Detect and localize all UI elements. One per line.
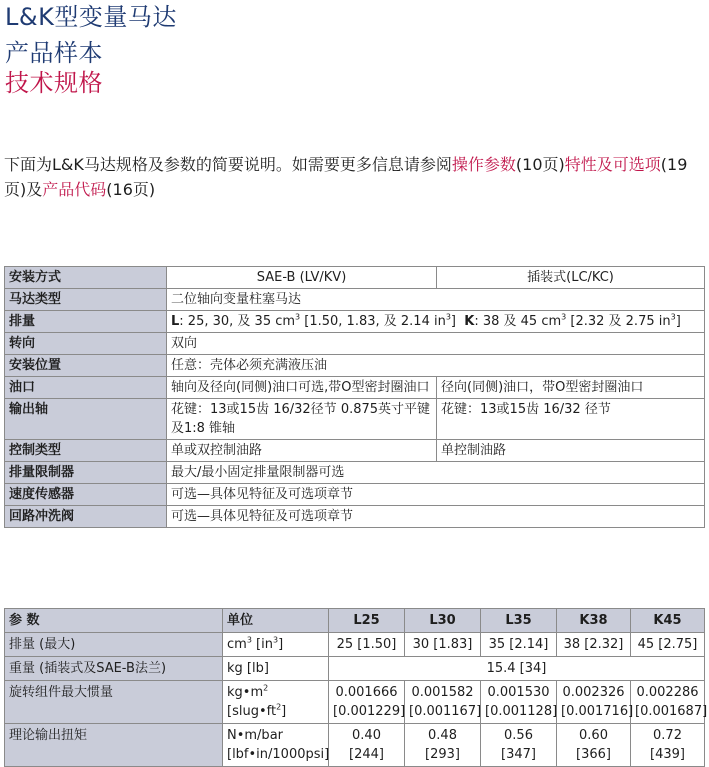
table-cell: 25 [1.50] [329, 633, 405, 657]
label-ports: 油口 [5, 377, 167, 399]
ports-sae-b: 轴向及径向(同侧)油口可选,带O型密封圈油口 [167, 377, 437, 399]
mount-sae-b: SAE-B (LV/KV) [167, 267, 437, 289]
table-cell [631, 724, 705, 767]
table-header-row [5, 609, 705, 633]
title-section: 技术规格 [5, 69, 103, 97]
header-l35: L35 [481, 609, 557, 633]
table-cell [329, 724, 405, 767]
unit-part: ] [281, 704, 287, 719]
table-row [5, 484, 705, 506]
value-us: [366] [576, 747, 611, 762]
install-position-value: 任意：壳体必须充满液压油 [167, 355, 705, 377]
shaft-cartridge: 花键：13或15齿 16/32 径节 [437, 399, 705, 440]
value-us: [439] [650, 747, 685, 762]
table-row [5, 657, 705, 681]
table-cell [481, 724, 557, 767]
disp-l-in: [1.50, 1.83, 及 2.14 in [300, 314, 446, 329]
intro-text-1: 下面为L&K马达规格及参数的简要说明。如需要更多信息请参阅 [4, 155, 452, 174]
label-install-position: 安装位置 [5, 355, 167, 377]
table-cell [557, 724, 631, 767]
value-si: 0.48 [428, 728, 457, 743]
title-catalog: 产品样本 [5, 39, 103, 67]
header-parameter: 参 数 [5, 609, 223, 633]
param-weight-label: 重量 (插装式及SAE-B法兰) [5, 657, 223, 681]
table-row [5, 440, 705, 462]
disp-k-val: : 38 及 45 cm [474, 314, 562, 329]
disp-l-val: : 25, 30, 及 35 cm [179, 314, 296, 329]
disp-k-in: [2.32 及 2.75 in [566, 314, 671, 329]
value-us: [0.001716] [561, 704, 634, 719]
table-cell: 30 [1.83] [405, 633, 481, 657]
header-l30: L30 [405, 609, 481, 633]
param-weight-value: 15.4 [34] [329, 657, 705, 681]
motor-type-value: 二位轴向变量柱塞马达 [167, 289, 705, 311]
value-us: [0.001687] [635, 704, 708, 719]
table-row [5, 333, 705, 355]
param-torque-unit [223, 724, 329, 767]
table-row [5, 311, 705, 333]
table-row [5, 355, 705, 377]
value-si: 0.002326 [562, 685, 625, 700]
value-si: 0.001666 [335, 685, 398, 700]
value-si: 0.72 [653, 728, 682, 743]
value-si: 0.40 [352, 728, 381, 743]
table-row [5, 462, 705, 484]
limiter-value: 最大/最小固定排量限制器可选 [167, 462, 705, 484]
unit-sup: 3 [272, 635, 279, 645]
disp-k-end: ] [675, 314, 681, 329]
value-si: 0.60 [579, 728, 608, 743]
disp-l-end: ] [450, 314, 456, 329]
table-cell [405, 724, 481, 767]
label-loop-flushing: 回路冲洗阀 [5, 506, 167, 528]
table-row [5, 681, 705, 724]
intro-text-2: (10页) [515, 155, 565, 174]
spec-table [4, 266, 705, 528]
title-product: L&K型变量马达 [5, 3, 177, 31]
intro-paragraph [4, 152, 704, 202]
parameter-table [4, 608, 708, 767]
disp-l-in-sup: 3 [445, 312, 451, 322]
table-row [5, 377, 705, 399]
table-cell [329, 681, 405, 724]
value-us: [347] [501, 747, 536, 762]
value-us: [244] [349, 747, 384, 762]
table-cell [481, 681, 557, 724]
unit-part: cm [227, 637, 247, 652]
loop-flushing-value: 可选—具体见特征及可选项章节 [167, 506, 705, 528]
table-cell: 35 [2.14] [481, 633, 557, 657]
table-cell [631, 681, 708, 724]
control-cartridge: 单控制油路 [437, 440, 705, 462]
unit-sup: 3 [246, 635, 252, 645]
speed-sensor-value: 可选—具体见特征及可选项章节 [167, 484, 705, 506]
param-weight-unit: kg [lb] [223, 657, 329, 681]
displacement-value [167, 311, 705, 333]
label-control-type: 控制类型 [5, 440, 167, 462]
mount-cartridge: 插装式(LC/KC) [437, 267, 705, 289]
table-cell [405, 681, 481, 724]
unit-sup: 2 [276, 702, 282, 712]
link-model-code[interactable]: 产品代码 [42, 180, 107, 199]
value-us: [0.001167] [409, 704, 482, 719]
param-torque-label: 理论输出扭矩 [5, 724, 223, 767]
table-cell [557, 681, 634, 724]
unit-part: kg•m [227, 685, 264, 700]
param-displacement-unit [223, 633, 329, 657]
disp-l-sup: 3 [295, 312, 301, 322]
value-si: 0.002286 [636, 685, 699, 700]
unit-part: [in [251, 637, 273, 652]
unit-sup: 2 [263, 683, 269, 693]
table-cell: 38 [2.32] [557, 633, 631, 657]
control-sae-b: 单或双控制油路 [167, 440, 437, 462]
disp-k-sup: 3 [561, 312, 567, 322]
value-us: [0.001229] [333, 704, 406, 719]
header-k38: K38 [557, 609, 631, 633]
value-si: 0.001582 [411, 685, 474, 700]
intro-text-3: (19页)及 [4, 155, 688, 199]
unit-part: [slug•ft [227, 704, 277, 719]
value-us: [0.001128] [485, 704, 558, 719]
param-inertia-label: 旋转组件最大惯量 [5, 681, 223, 724]
label-displacement-limiter: 排量限制器 [5, 462, 167, 484]
intro-text-4: (16页) [106, 180, 156, 199]
table-row [5, 399, 705, 440]
disp-k-in-sup: 3 [670, 312, 676, 322]
param-displacement-label: 排量 (最大) [5, 633, 223, 657]
header-l25: L25 [329, 609, 405, 633]
link-operating-params[interactable]: 操作参数 [451, 155, 516, 174]
disp-k-key: K [464, 314, 475, 329]
rotation-value: 双向 [167, 333, 705, 355]
unit-line: N•m/bar [227, 728, 283, 743]
value-si: 0.56 [504, 728, 533, 743]
header-k45: K45 [631, 609, 705, 633]
label-output-shaft: 输出轴 [5, 399, 167, 440]
label-speed-sensor: 速度传感器 [5, 484, 167, 506]
unit-line [227, 702, 324, 721]
value-us: [293] [425, 747, 460, 762]
disp-l-key: L [171, 314, 180, 329]
unit-line [227, 683, 324, 702]
value-si: 0.001530 [487, 685, 550, 700]
header-unit: 单位 [223, 609, 329, 633]
table-row [5, 506, 705, 528]
param-inertia-unit [223, 681, 329, 724]
label-mount: 安装方式 [5, 267, 167, 289]
ports-cartridge: 径向(同侧)油口，带O型密封圈油口 [437, 377, 705, 399]
table-row [5, 724, 705, 767]
link-features-options[interactable]: 特性及可选项 [564, 155, 661, 174]
table-row [5, 289, 705, 311]
label-rotation: 转向 [5, 333, 167, 355]
unit-part: ] [278, 637, 284, 652]
table-cell: 45 [2.75] [631, 633, 705, 657]
table-row [5, 267, 705, 289]
shaft-sae-b: 花键：13或15齿 16/32径节 0.875英寸平键及1:8 锥轴 [167, 399, 437, 440]
label-displacement: 排量 [5, 311, 167, 333]
unit-line: [lbf•in/1000psi] [227, 747, 330, 762]
table-row [5, 633, 705, 657]
label-motor-type: 马达类型 [5, 289, 167, 311]
